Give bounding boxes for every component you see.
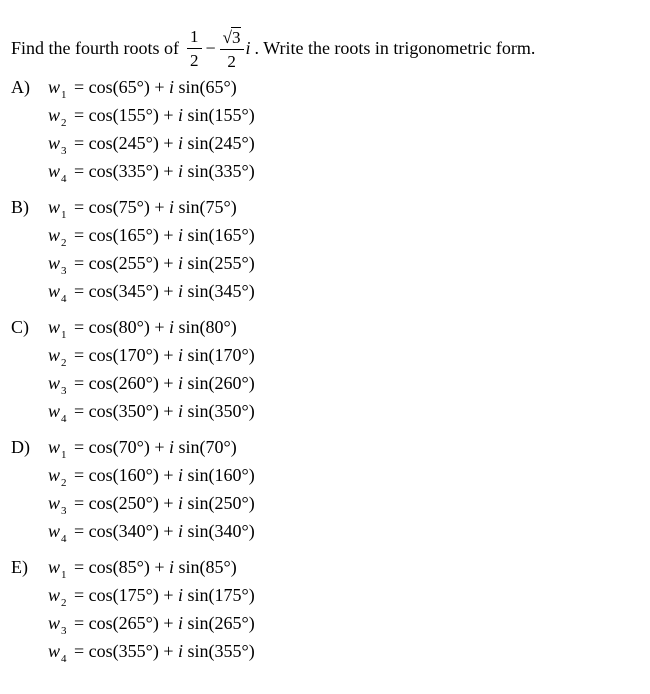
root-variable: w [48,197,61,217]
fraction-denominator: 2 [190,50,199,70]
imaginary-unit: i [178,641,184,661]
root-expression-sine: sin(255°) [183,253,255,273]
imaginary-unit: i [178,345,184,365]
root-variable: w [48,557,61,577]
root-variable: w [48,77,61,97]
root-expression: = cos(165°) + [69,225,178,245]
root-expression-sine: sin(355°) [183,641,255,661]
root-expression: = cos(70°) + [69,437,169,457]
root-expression: = cos(80°) + [69,317,169,337]
root-variable: w [48,317,61,337]
root-expression-sine: sin(245°) [183,133,255,153]
question-prefix: Find the fourth roots of [11,37,179,58]
root-variable: w [48,105,61,125]
root-line [48,313,237,341]
root-expression: = cos(260°) + [69,373,178,393]
root-expression-sine: sin(250°) [183,493,255,513]
root-expression-sine: sin(350°) [183,401,255,421]
root-line [48,581,255,609]
root-subscript: 1 [61,329,67,341]
root-expression-sine: sin(345°) [183,281,255,301]
imaginary-unit: i [169,437,175,457]
imaginary-unit: i [178,493,184,513]
fraction-numerator: 1 [187,28,202,49]
root-expression-sine: sin(340°) [183,521,255,541]
root-expression: = cos(170°) + [69,345,178,365]
root-expression: = cos(340°) + [69,521,178,541]
imaginary-unit: i [178,105,184,125]
root-subscript: 3 [61,265,67,277]
imaginary-unit: i [169,557,175,577]
root-variable: w [48,133,61,153]
root-expression: = cos(155°) + [69,105,178,125]
root-line [48,157,255,185]
fraction-denominator: 2 [227,51,236,71]
imaginary-unit: i [169,77,175,97]
root-line [48,101,255,129]
root-expression-sine: sin(265°) [183,613,255,633]
root-variable: w [48,585,61,605]
root-subscript: 2 [61,237,67,249]
imaginary-unit: i [178,253,184,273]
option-label: C) [11,317,29,337]
fraction-sqrt3-over-2 [220,27,244,70]
root-subscript: 1 [61,569,67,581]
root-line [48,637,255,665]
root-subscript: 4 [61,173,67,185]
root-variable: w [48,437,61,457]
imaginary-unit: i [178,613,184,633]
imaginary-unit: i [178,373,184,393]
root-line [48,369,255,397]
root-variable: w [48,161,61,181]
imaginary-unit: i [245,37,251,58]
radicand: 3 [232,27,241,47]
root-variable: w [48,253,61,273]
root-variable: w [48,613,61,633]
root-expression-sine: sin(65°) [174,77,237,97]
root-expression: = cos(250°) + [69,493,178,513]
root-variable: w [48,493,61,513]
root-line [48,609,255,637]
root-expression-sine: sin(335°) [183,161,255,181]
root-expression-sine: sin(70°) [174,437,237,457]
root-expression-sine: sin(80°) [174,317,237,337]
minus-sign: − [205,37,216,58]
root-variable: w [48,373,61,393]
root-line [48,461,255,489]
root-subscript: 1 [61,449,67,461]
root-expression: = cos(355°) + [69,641,178,661]
root-variable: w [48,641,61,661]
root-variable: w [48,345,61,365]
imaginary-unit: i [178,281,184,301]
root-subscript: 2 [61,597,67,609]
root-subscript: 1 [61,89,67,101]
root-expression-sine: sin(75°) [174,197,237,217]
imaginary-unit: i [178,401,184,421]
root-subscript: 2 [61,357,67,369]
fraction-numerator [220,27,244,50]
root-subscript: 3 [61,145,67,157]
root-variable: w [48,225,61,245]
root-subscript: 2 [61,117,67,129]
root-line [48,277,255,305]
root-expression-sine: sin(160°) [183,465,255,485]
root-expression: = cos(160°) + [69,465,178,485]
root-expression-sine: sin(155°) [183,105,255,125]
imaginary-unit: i [178,585,184,605]
question-suffix: . Write the roots in trigonometric form. [254,37,536,58]
root-expression-sine: sin(85°) [174,557,237,577]
root-subscript: 3 [61,385,67,397]
imaginary-unit: i [178,133,184,153]
root-subscript: 4 [61,533,67,545]
root-expression-sine: sin(170°) [183,345,255,365]
root-line [48,341,255,369]
root-line [48,517,255,545]
root-expression: = cos(335°) + [69,161,178,181]
square-root [223,27,241,46]
root-line [48,249,255,277]
option-label: A) [11,77,30,97]
root-variable: w [48,401,61,421]
root-line [48,433,237,461]
root-expression-sine: sin(260°) [183,373,255,393]
radical-sign: √ [222,27,232,47]
root-expression-sine: sin(175°) [183,585,255,605]
root-expression: = cos(265°) + [69,613,178,633]
root-subscript: 1 [61,209,67,221]
root-subscript: 2 [61,477,67,489]
imaginary-unit: i [178,465,184,485]
root-line [48,221,255,249]
root-expression: = cos(245°) + [69,133,178,153]
root-line [48,73,237,101]
option-label: B) [11,197,29,217]
root-line [48,193,237,221]
root-expression-sine: sin(165°) [183,225,255,245]
root-subscript: 4 [61,413,67,425]
imaginary-unit: i [178,521,184,541]
root-line [48,397,255,425]
imaginary-unit: i [178,225,184,245]
imaginary-unit: i [169,317,175,337]
root-expression: = cos(85°) + [69,557,169,577]
root-expression: = cos(65°) + [69,77,169,97]
root-subscript: 3 [61,505,67,517]
root-line [48,553,237,581]
option-label: E) [11,557,28,577]
root-expression: = cos(175°) + [69,585,178,605]
root-expression: = cos(75°) + [69,197,169,217]
imaginary-unit: i [178,161,184,181]
imaginary-unit: i [169,197,175,217]
root-variable: w [48,465,61,485]
root-line [48,489,255,517]
root-subscript: 4 [61,653,67,665]
root-subscript: 3 [61,625,67,637]
option-label: D) [11,437,30,457]
root-expression: = cos(255°) + [69,253,178,273]
root-line [48,129,255,157]
root-variable: w [48,521,61,541]
question-stem [11,22,535,74]
root-subscript: 4 [61,293,67,305]
fraction-one-half [187,28,202,69]
root-expression: = cos(345°) + [69,281,178,301]
root-variable: w [48,281,61,301]
root-expression: = cos(350°) + [69,401,178,421]
